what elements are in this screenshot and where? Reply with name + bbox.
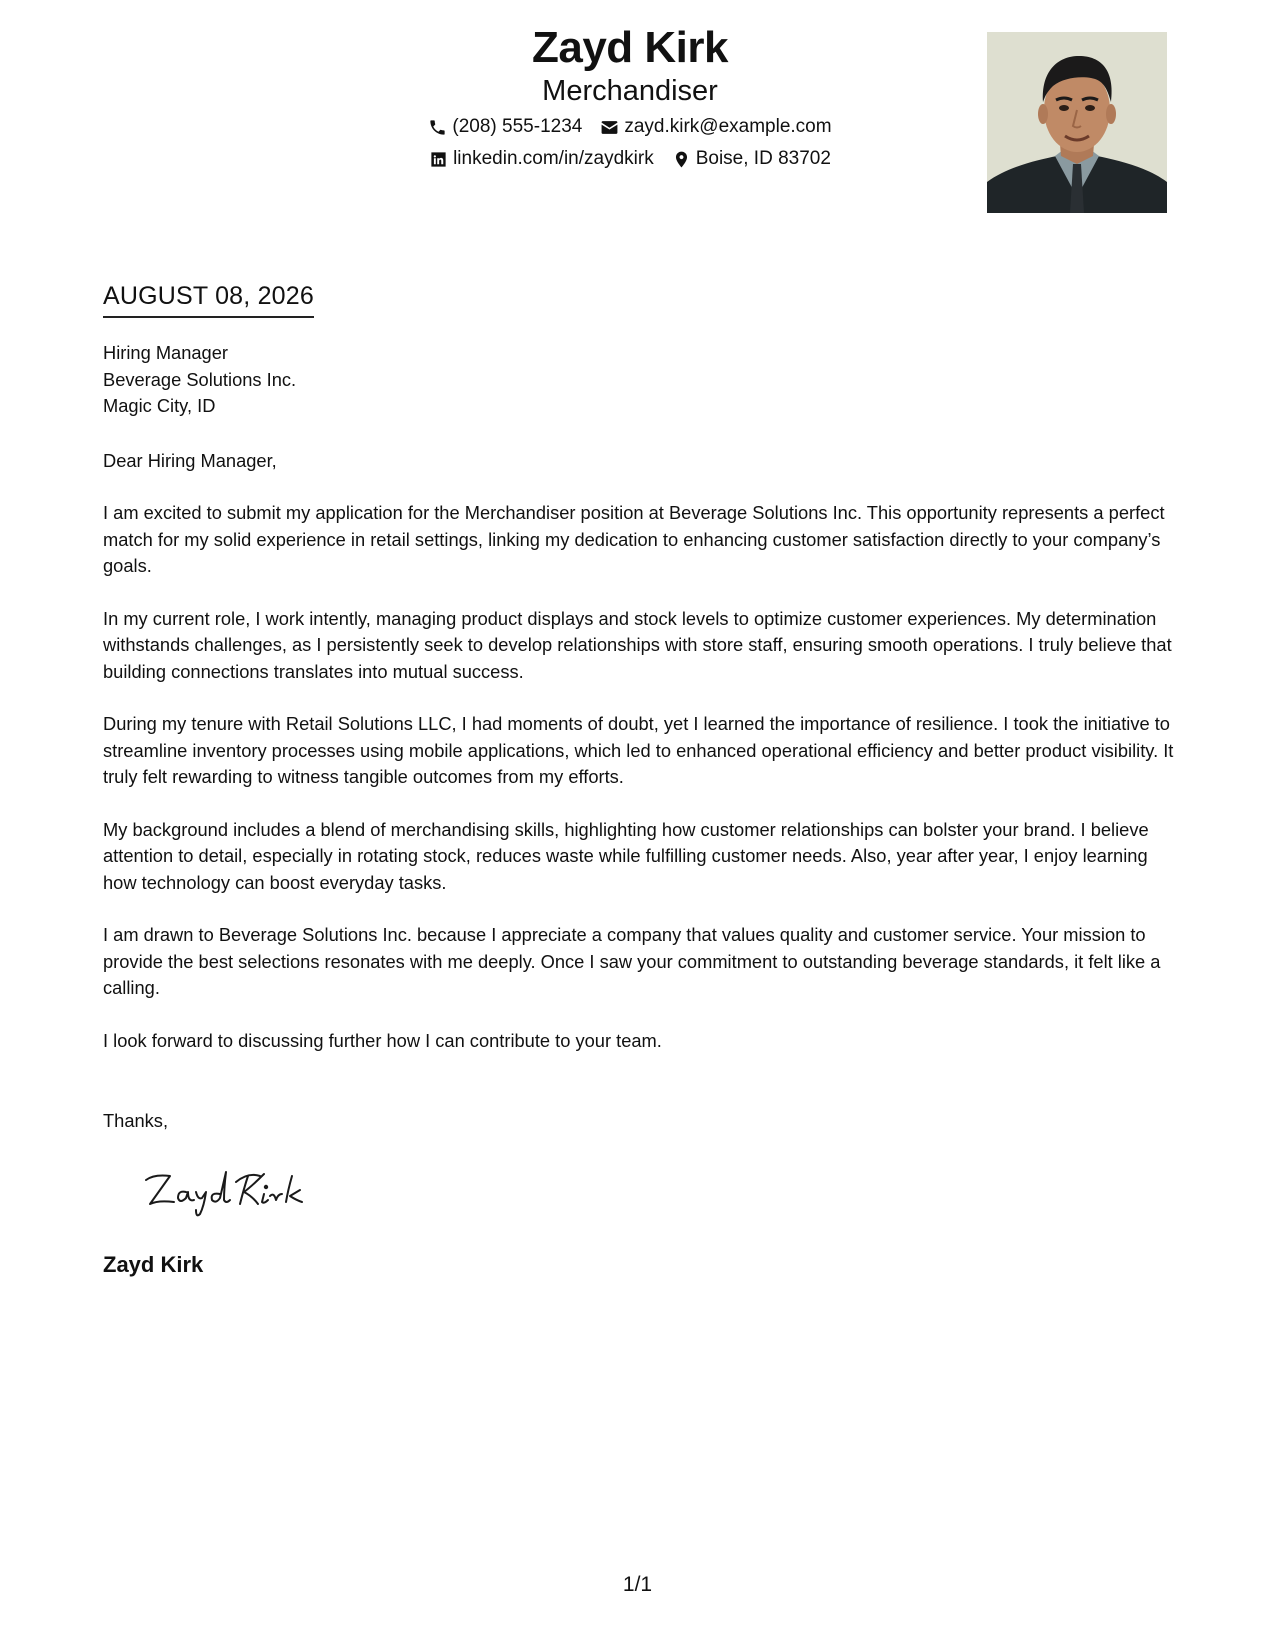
letter-body xyxy=(103,340,1178,1054)
recipient-line: Magic City, ID xyxy=(103,395,216,416)
contact-phone[interactable] xyxy=(428,115,582,139)
map-pin-icon xyxy=(672,150,691,169)
contact-row-2 xyxy=(300,147,960,171)
body-paragraph: I am excited to submit my application for the Merchandiser position at Beverage Solutions Inc. This opportunity represents a perfect match for my solid experience in retail settings, linking my dedication to enhancing customer satisfaction directly to your company’s goals. xyxy=(103,502,1165,576)
contact-email[interactable] xyxy=(600,115,831,139)
body-paragraph: I look forward to discussing further how I can contribute to your team. xyxy=(103,1029,662,1051)
body-paragraph: I am drawn to Beverage Solutions Inc. because I appreciate a company that values quality and customer service. Your mission to provide the best selections resonates with me deeply. Once I saw your commitment to outstanding beverage standards, it felt like a calling. xyxy=(103,924,1161,998)
linkedin-icon xyxy=(429,150,448,169)
body-paragraph: During my tenure with Retail Solutions LLC, I had moments of doubt, yet I learned the importance of resilience. I took the initiative to streamline inventory processes using mobile applications, which led to enhanced operational efficiency and better product visibility. It truly felt rewarding to witness tangible outcomes from my efforts. xyxy=(103,713,1174,787)
body-paragraph: In my current role, I work intently, managing product displays and stock levels to optimize customer experiences. My determination withstands challenges, as I persistently seek to develop relationships with store staff, ensuring smooth operations. I truly believe that building connections translates into mutual success. xyxy=(103,607,1172,682)
contact-row-1 xyxy=(300,115,960,139)
portrait-illustration xyxy=(987,32,1167,213)
signer-name: Zayd Kirk xyxy=(103,1252,204,1277)
profile-photo xyxy=(987,32,1167,213)
closing: Thanks, xyxy=(103,1110,169,1131)
applicant-title: Merchandiser xyxy=(542,75,718,107)
phone-text: (208) 555-1234 xyxy=(452,116,583,137)
body-paragraph: My background includes a blend of merchandising skills, highlighting how customer relationships can bolster your brand. I believe attention to detail, especially in rotating stock, reduces waste while fulfilling customer needs. Also, year after year, I enjoy learning how technology can boost everyday tasks. xyxy=(103,818,1149,893)
letter-header xyxy=(300,22,960,171)
recipient-line: Beverage Solutions Inc. xyxy=(103,368,297,390)
recipient-line: Hiring Manager xyxy=(103,342,228,363)
contact-location xyxy=(672,147,831,171)
envelope-icon xyxy=(600,118,619,137)
handwritten-signature xyxy=(140,1158,340,1220)
recipient-block xyxy=(103,340,1178,420)
contact-linkedin[interactable] xyxy=(429,147,654,171)
applicant-name: Zayd Kirk xyxy=(531,23,728,72)
signature-drawing xyxy=(140,1158,340,1220)
greeting: Dear Hiring Manager, xyxy=(103,449,277,471)
linkedin-text: linkedin.com/in/zaydkirk xyxy=(453,148,654,169)
page-number: 1/1 xyxy=(622,1573,653,1596)
location-text: Boise, ID 83702 xyxy=(695,148,831,169)
letter-date: AUGUST 08, 2026 xyxy=(103,280,314,318)
phone-icon xyxy=(428,118,447,137)
email-text: zayd.kirk@example.com xyxy=(624,116,832,137)
